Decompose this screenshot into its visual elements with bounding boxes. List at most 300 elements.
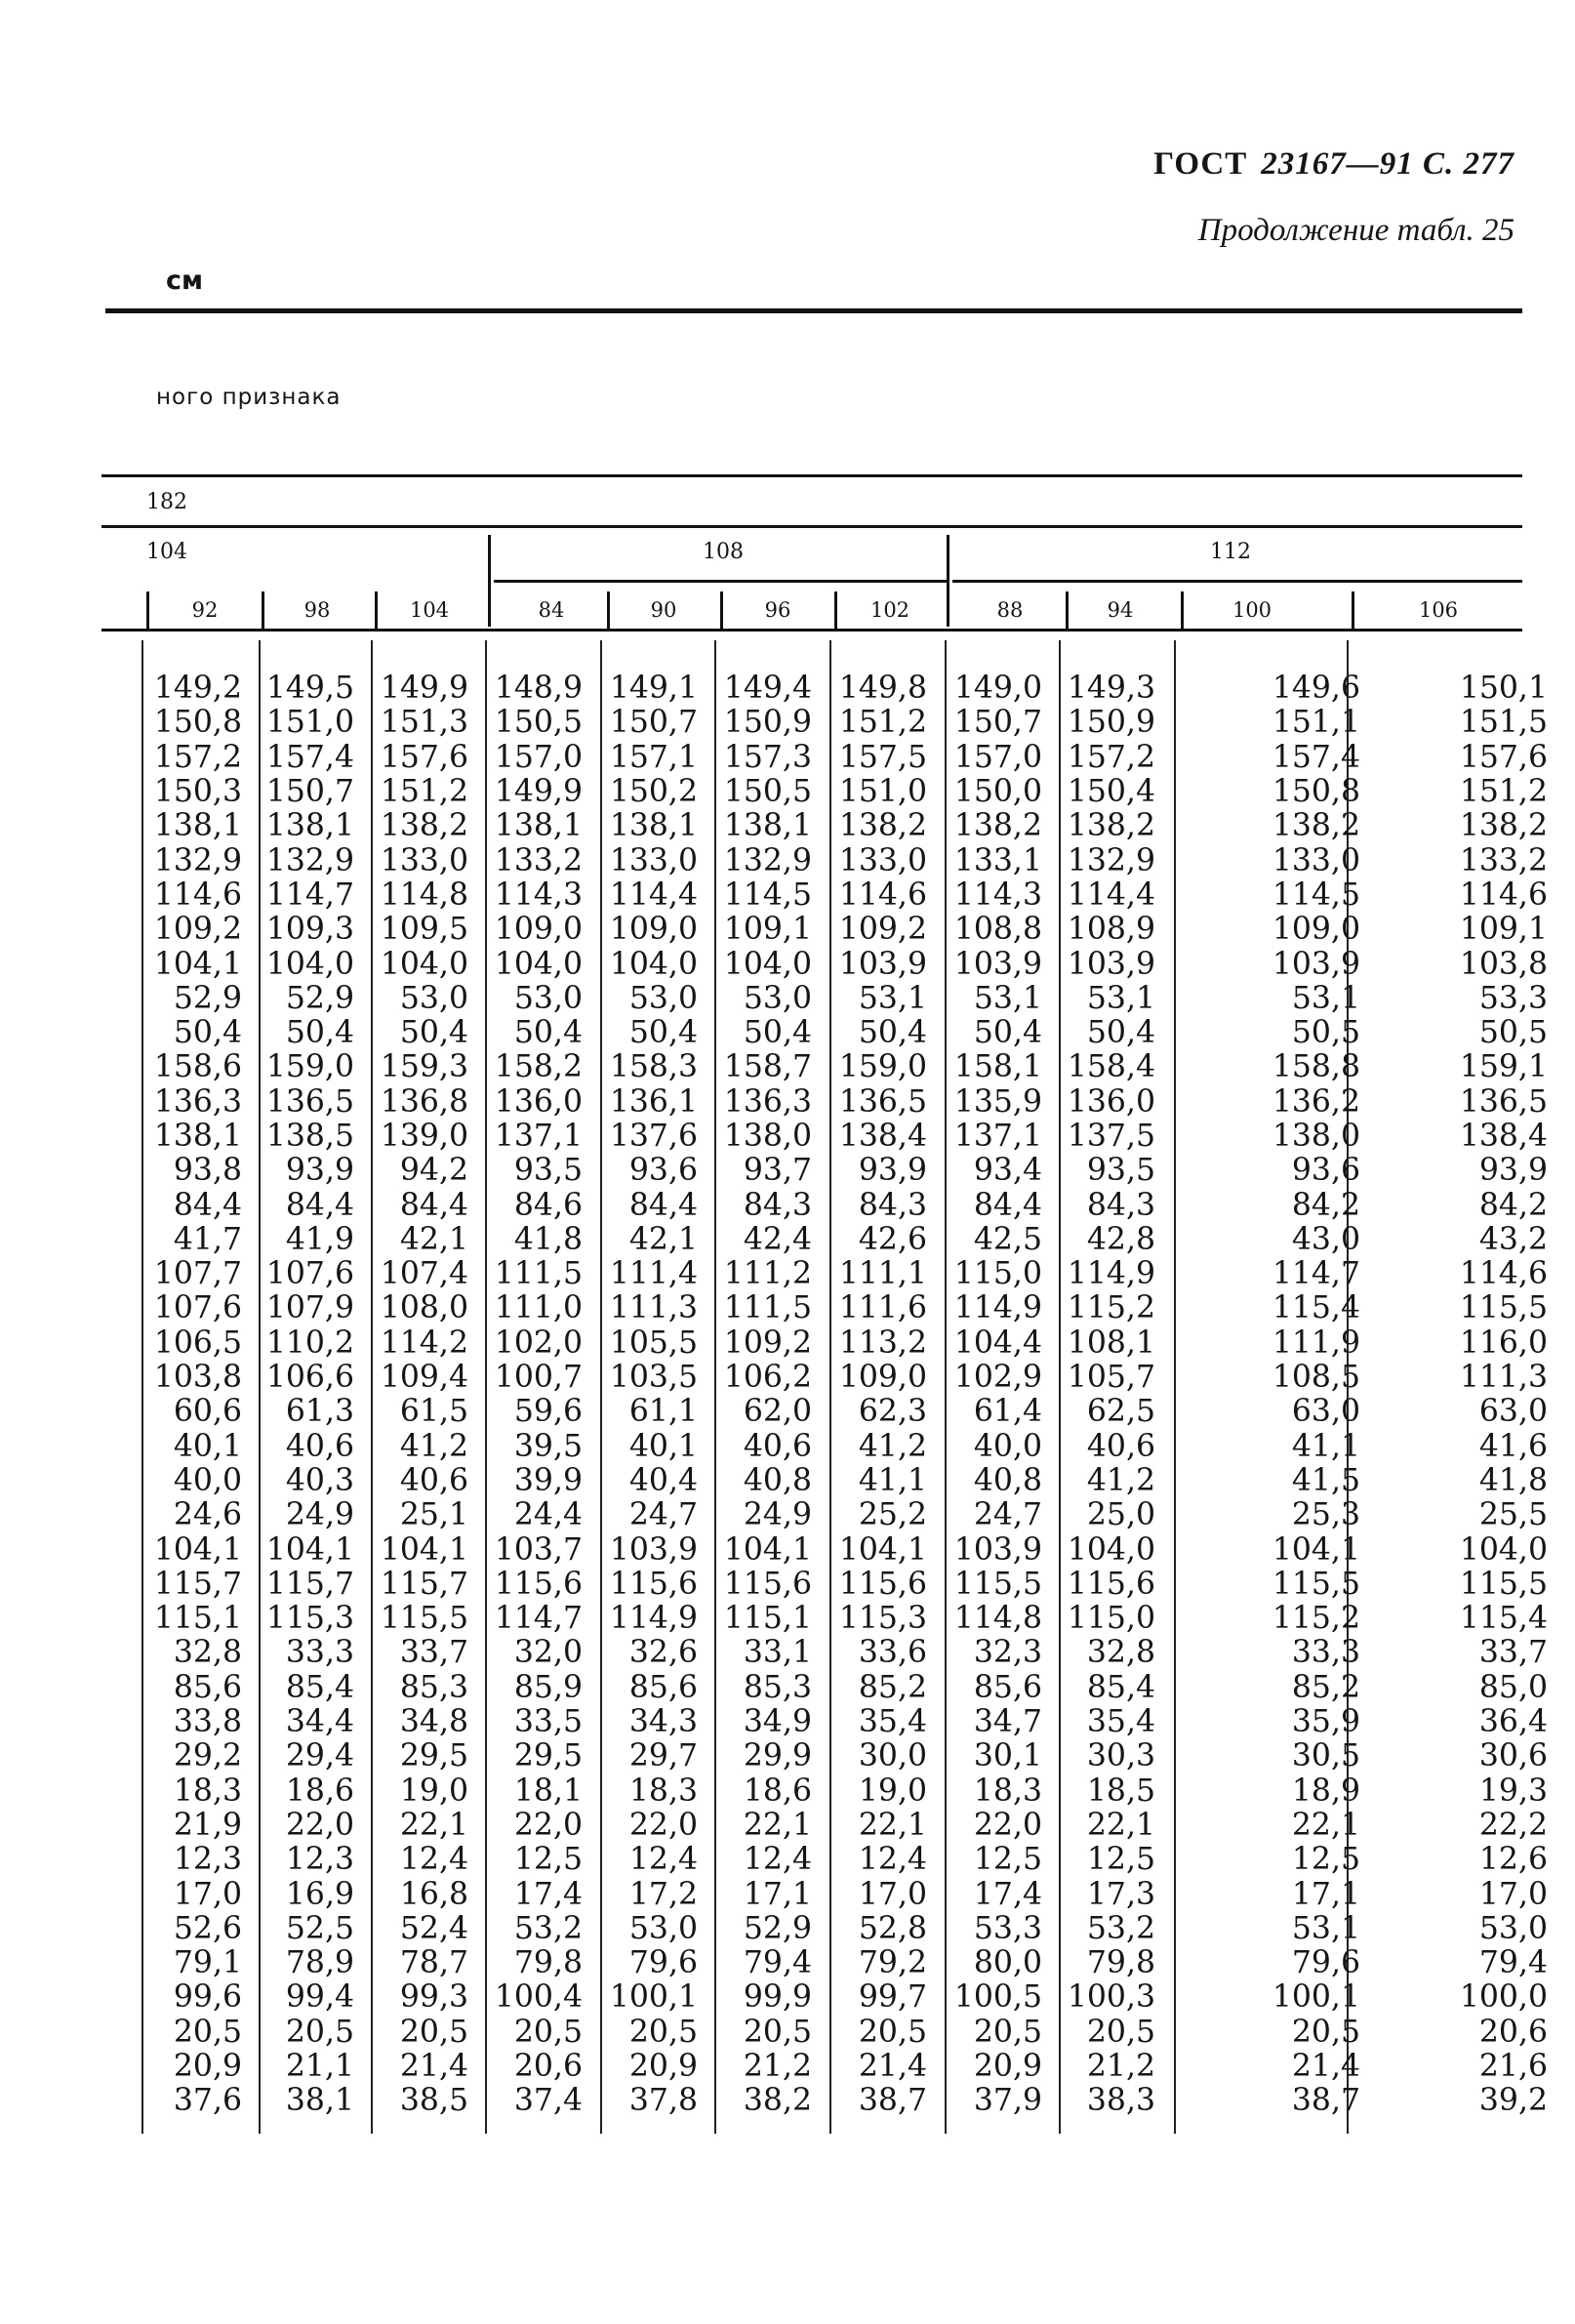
table-cell: 150,0 (953, 774, 1042, 810)
table-cell: 30,6 (1478, 1738, 1548, 1774)
table-cell: 104,4 (953, 1325, 1042, 1361)
table-cell: 115,2 (1067, 1290, 1155, 1326)
table-cell: 35,4 (858, 1704, 927, 1740)
table-cell: 106,6 (265, 1360, 354, 1396)
table-cell: 115,0 (953, 1256, 1042, 1292)
table-cell: 111,3 (1459, 1360, 1548, 1396)
table-cell: 99,9 (743, 1979, 812, 2016)
table-cell: 111,6 (838, 1290, 927, 1326)
table-cell: 111,5 (723, 1290, 812, 1326)
sub-column-header: 98 (303, 598, 331, 622)
table-cell: 111,0 (494, 1290, 583, 1326)
table-cell: 94,2 (399, 1153, 468, 1189)
table-cell: 18,6 (285, 1773, 354, 1809)
sub-column-separator (262, 591, 264, 629)
table-cell: 150,1 (1459, 671, 1548, 707)
table-cell: 132,9 (265, 842, 354, 878)
table-cell: 114,6 (1459, 1256, 1548, 1292)
table-cell: 84,2 (1478, 1187, 1548, 1223)
table-cell: 107,7 (153, 1256, 242, 1292)
table-cell: 41,2 (399, 1428, 468, 1464)
table-cell: 157,3 (723, 739, 812, 775)
table-cell: 32,3 (973, 1635, 1042, 1671)
table-cell: 33,7 (1478, 1635, 1548, 1671)
table-cell: 40,6 (1086, 1428, 1155, 1464)
table-cell: 41,1 (858, 1462, 927, 1498)
table-cell: 84,4 (173, 1187, 242, 1223)
table-cell: 85,6 (628, 1669, 698, 1705)
table-cell: 78,7 (399, 1945, 468, 1981)
table-cell: 41,7 (173, 1221, 242, 1257)
table-cell: 111,9 (1272, 1325, 1360, 1361)
table-cell: 109,0 (1272, 912, 1360, 948)
group-header: 112 (1210, 540, 1251, 564)
table-row (0, 1257, 1548, 1291)
table-row (0, 1498, 1548, 1532)
table-cell: 19,0 (858, 1773, 927, 1809)
table-row (0, 1430, 1548, 1464)
table-cell: 52,9 (285, 980, 354, 1016)
table-cell: 21,2 (1086, 2049, 1155, 2085)
table-cell: 43,2 (1478, 1221, 1548, 1257)
table-cell: 20,9 (173, 2049, 242, 2085)
table-cell: 114,5 (723, 877, 812, 913)
table-cell: 150,4 (1067, 774, 1155, 810)
table-cell: 24,7 (973, 1497, 1042, 1533)
table-cell: 111,3 (609, 1290, 698, 1326)
table-cell: 33,7 (399, 1635, 468, 1671)
table-cell: 115,5 (380, 1601, 468, 1637)
table-cell: 109,5 (380, 912, 468, 948)
table-cell: 42,8 (1086, 1221, 1155, 1257)
table-cell: 93,5 (513, 1153, 583, 1189)
group-header: 108 (703, 540, 744, 564)
table-cell: 17,3 (1086, 1876, 1155, 1912)
table-cell: 21,9 (173, 1807, 242, 1843)
table-cell: 158,4 (1067, 1049, 1155, 1085)
table-cell: 40,8 (973, 1462, 1042, 1498)
table-row (0, 1154, 1548, 1188)
table-cell: 79,1 (173, 1945, 242, 1981)
table-cell: 61,1 (628, 1394, 698, 1430)
table-cell: 38,3 (1086, 2083, 1155, 2119)
table-cell: 115,7 (153, 1566, 242, 1602)
table-cell: 111,1 (838, 1256, 927, 1292)
table-cell: 63,0 (1291, 1394, 1360, 1430)
group-underline (494, 580, 947, 583)
table-cell: 22,0 (628, 1807, 698, 1843)
table-cell: 79,4 (1478, 1945, 1548, 1981)
table-cell: 138,1 (723, 808, 812, 844)
table-cell: 22,0 (973, 1807, 1042, 1843)
table-cell: 114,4 (1067, 877, 1155, 913)
table-cell: 40,3 (285, 1462, 354, 1498)
table-cell: 21,4 (858, 2049, 927, 2085)
table-cell: 29,2 (173, 1738, 242, 1774)
table-cell: 137,1 (494, 1119, 583, 1154)
table-cell: 53,0 (399, 980, 468, 1016)
table-cell: 79,8 (1086, 1945, 1155, 1981)
table-cell: 37,9 (973, 2083, 1042, 2119)
table-cell: 108,8 (953, 912, 1042, 948)
table-cell: 32,0 (513, 1635, 583, 1671)
table-cell: 114,9 (609, 1601, 698, 1637)
table-cell: 93,4 (973, 1153, 1042, 1189)
table-cell: 52,9 (173, 980, 242, 1016)
table-cell: 114,5 (1272, 877, 1360, 913)
table-cell: 137,5 (1067, 1119, 1155, 1154)
table-cell: 12,3 (173, 1842, 242, 1878)
table-cell: 22,1 (1086, 1807, 1155, 1843)
table-cell: 34,7 (973, 1704, 1042, 1740)
table-cell: 30,1 (973, 1738, 1042, 1774)
table-cell: 157,4 (1272, 739, 1360, 775)
table-cell: 157,2 (1067, 739, 1155, 775)
table-cell: 136,0 (494, 1083, 583, 1120)
table-cell: 17,0 (858, 1876, 927, 1912)
section-label: ного признака (156, 385, 342, 410)
table-cell: 52,6 (173, 1910, 242, 1946)
table-cell: 150,5 (723, 774, 812, 810)
header-bottom-rule (101, 629, 1522, 632)
table-cell: 150,5 (494, 705, 583, 741)
table-cell: 138,2 (838, 808, 927, 844)
table-cell: 84,4 (628, 1187, 698, 1223)
table-cell: 38,7 (1291, 2083, 1360, 2119)
table-cell: 33,3 (285, 1635, 354, 1671)
table-cell: 25,5 (1478, 1497, 1548, 1533)
table-cell: 50,4 (399, 1015, 468, 1051)
table-cell: 29,5 (399, 1738, 468, 1774)
table-cell: 138,1 (153, 1119, 242, 1154)
table-cell: 39,5 (513, 1428, 583, 1464)
table-cell: 12,4 (399, 1842, 468, 1878)
table-row (0, 1809, 1548, 1843)
table-cell: 36,4 (1478, 1704, 1548, 1740)
table-row (0, 1016, 1548, 1050)
table-cell: 104,0 (380, 946, 468, 982)
table-cell: 41,5 (1291, 1462, 1360, 1498)
table-cell: 40,4 (628, 1462, 698, 1498)
table-cell: 115,6 (1067, 1566, 1155, 1602)
sub-column-header: 104 (409, 598, 450, 622)
table-cell: 132,9 (1067, 842, 1155, 878)
table-cell: 93,9 (1478, 1153, 1548, 1189)
table-cell: 100,1 (1272, 1979, 1360, 2016)
table-cell: 115,6 (494, 1566, 583, 1602)
table-cell: 104,1 (838, 1531, 927, 1568)
table-cell: 103,8 (153, 1360, 242, 1396)
table-cell: 29,9 (743, 1738, 812, 1774)
table-cell: 22,1 (1291, 1807, 1360, 1843)
table-row (0, 1568, 1548, 1602)
table-cell: 113,2 (838, 1325, 927, 1361)
table-cell: 53,0 (628, 1910, 698, 1946)
table-cell: 80,0 (973, 1945, 1042, 1981)
table-cell: 38,2 (743, 2083, 812, 2119)
table-cell: 158,8 (1272, 1049, 1360, 1085)
table-cell: 50,5 (1478, 1015, 1548, 1051)
table-row (0, 878, 1548, 913)
table-cell: 53,2 (1086, 1910, 1155, 1946)
table-cell: 108,5 (1272, 1360, 1360, 1396)
table-cell: 61,5 (399, 1394, 468, 1430)
table-cell: 157,4 (265, 739, 354, 775)
table-row (0, 1877, 1548, 1911)
table-cell: 133,2 (1459, 842, 1548, 878)
table-cell: 150,9 (1067, 705, 1155, 741)
table-cell: 12,5 (513, 1842, 583, 1878)
table-cell: 39,9 (513, 1462, 583, 1498)
table-cell: 93,8 (173, 1153, 242, 1189)
table-cell: 149,3 (1067, 671, 1155, 707)
table-cell: 109,4 (380, 1360, 468, 1396)
table-cell: 40,0 (973, 1428, 1042, 1464)
sub-column-separator (1352, 591, 1354, 629)
table-cell: 93,5 (1086, 1153, 1155, 1189)
table-cell: 60,6 (173, 1394, 242, 1430)
table-cell: 111,5 (494, 1256, 583, 1292)
table-cell: 50,4 (285, 1015, 354, 1051)
table-cell: 159,0 (265, 1049, 354, 1085)
table-cell: 85,6 (173, 1669, 242, 1705)
table-cell: 32,6 (628, 1635, 698, 1671)
table-cell: 52,9 (743, 1910, 812, 1946)
group-header: 104 (146, 540, 187, 564)
table-cell: 108,1 (1067, 1325, 1155, 1361)
table-cell: 84,3 (858, 1187, 927, 1223)
table-cell: 109,3 (265, 912, 354, 948)
table-cell: 30,0 (858, 1738, 927, 1774)
table-cell: 150,7 (265, 774, 354, 810)
table-cell: 149,8 (838, 671, 927, 707)
table-cell: 100,1 (609, 1979, 698, 2016)
table-cell: 42,1 (628, 1221, 698, 1257)
table-cell: 105,5 (609, 1325, 698, 1361)
table-cell: 107,9 (265, 1290, 354, 1326)
table-cell: 17,0 (1478, 1876, 1548, 1912)
table-cell: 133,0 (380, 842, 468, 878)
table-cell: 115,6 (723, 1566, 812, 1602)
table-cell: 133,0 (838, 842, 927, 878)
table-cell: 103,9 (953, 946, 1042, 982)
table-cell: 12,5 (1291, 1842, 1360, 1878)
table-cell: 85,3 (399, 1669, 468, 1705)
table-cell: 16,9 (285, 1876, 354, 1912)
table-cell: 108,0 (380, 1290, 468, 1326)
table-cell: 20,6 (513, 2049, 583, 2085)
table-cell: 50,5 (1291, 1015, 1360, 1051)
sub-column-separator (146, 591, 149, 629)
table-cell: 106,2 (723, 1360, 812, 1396)
table-cell: 22,0 (513, 1807, 583, 1843)
table-cell: 29,7 (628, 1738, 698, 1774)
table-cell: 151,5 (1459, 705, 1548, 741)
table-cell: 38,5 (399, 2083, 468, 2119)
table-cell: 103,9 (1272, 946, 1360, 982)
group-underline (952, 580, 1522, 583)
table-cell: 149,5 (265, 671, 354, 707)
table-cell: 20,5 (858, 2014, 927, 2050)
table-cell: 84,4 (973, 1187, 1042, 1223)
table-cell: 50,4 (173, 1015, 242, 1051)
table-cell: 138,4 (838, 1119, 927, 1154)
table-cell: 79,8 (513, 1945, 583, 1981)
table-cell: 104,1 (1272, 1531, 1360, 1568)
table-cell: 20,5 (285, 2014, 354, 2050)
table-cell: 150,8 (153, 705, 242, 741)
table-cell: 12,5 (973, 1842, 1042, 1878)
table-cell: 99,7 (858, 1979, 927, 2016)
table-cell: 114,6 (838, 877, 927, 913)
table-cell: 157,2 (153, 739, 242, 775)
table-row (0, 1188, 1548, 1222)
table-cell: 114,8 (380, 877, 468, 913)
table-cell: 12,4 (628, 1842, 698, 1878)
table-rule (101, 525, 1522, 528)
sub-column-separator (607, 591, 610, 629)
table-cell: 151,2 (380, 774, 468, 810)
table-cell: 50,4 (973, 1015, 1042, 1051)
table-cell: 25,0 (1086, 1497, 1155, 1533)
table-cell: 20,5 (1086, 2014, 1155, 2050)
table-cell: 103,8 (1459, 946, 1548, 982)
table-row (0, 741, 1548, 775)
table-cell: 18,3 (973, 1773, 1042, 1809)
table-cell: 149,2 (153, 671, 242, 707)
table-cell: 99,6 (173, 1979, 242, 2016)
table-cell: 42,6 (858, 1221, 927, 1257)
table-cell: 18,6 (743, 1773, 812, 1809)
table-cell: 149,1 (609, 671, 698, 707)
table-cell: 157,1 (609, 739, 698, 775)
table-cell: 18,1 (513, 1773, 583, 1809)
table-cell: 104,1 (153, 1531, 242, 1568)
table-cell: 115,5 (1272, 1566, 1360, 1602)
table-cell: 115,6 (838, 1566, 927, 1602)
table-cell: 133,0 (1272, 842, 1360, 878)
table-cell: 24,7 (628, 1497, 698, 1533)
table-cell: 138,2 (380, 808, 468, 844)
table-cell: 20,5 (973, 2014, 1042, 2050)
table-cell: 79,6 (1291, 1945, 1360, 1981)
table-cell: 16,8 (399, 1876, 468, 1912)
table-cell: 50,4 (513, 1015, 583, 1051)
sub-column-separator (375, 591, 378, 629)
table-cell: 18,5 (1086, 1773, 1155, 1809)
table-cell: 78,9 (285, 1945, 354, 1981)
table-cell: 33,3 (1291, 1635, 1360, 1671)
table-cell: 50,4 (1086, 1015, 1155, 1051)
table-cell: 104,0 (1067, 1531, 1155, 1568)
table-cell: 136,0 (1067, 1083, 1155, 1120)
table-cell: 40,0 (173, 1462, 242, 1498)
table-cell: 20,9 (973, 2049, 1042, 2085)
table-cell: 84,3 (1086, 1187, 1155, 1223)
table-row (0, 913, 1548, 947)
table-cell: 116,0 (1459, 1325, 1548, 1361)
table-cell: 115,5 (953, 1566, 1042, 1602)
header-row-label: 182 (146, 490, 187, 514)
table-cell: 111,4 (609, 1256, 698, 1292)
table-cell: 34,8 (399, 1704, 468, 1740)
unit-label: см (166, 265, 204, 296)
table-cell: 114,8 (953, 1601, 1042, 1637)
table-cell: 12,5 (1086, 1842, 1155, 1878)
table-cell: 22,0 (285, 1807, 354, 1843)
table-cell: 40,6 (285, 1428, 354, 1464)
table-cell: 40,1 (173, 1428, 242, 1464)
table-cell: 138,2 (1272, 808, 1360, 844)
table-cell: 151,3 (380, 705, 468, 741)
table-cell: 40,8 (743, 1462, 812, 1498)
table-cell: 17,1 (743, 1876, 812, 1912)
table-cell: 159,1 (1459, 1049, 1548, 1085)
table-cell: 109,2 (723, 1325, 812, 1361)
table-cell: 59,6 (513, 1394, 583, 1430)
table-row (0, 706, 1548, 740)
table-cell: 40,6 (743, 1428, 812, 1464)
table-cell: 149,6 (1272, 671, 1360, 707)
table-cell: 33,6 (858, 1635, 927, 1671)
table-cell: 158,3 (609, 1049, 698, 1085)
table-cell: 21,2 (743, 2049, 812, 2085)
table-row (0, 1361, 1548, 1395)
table-cell: 85,2 (1291, 1669, 1360, 1705)
table-cell: 61,4 (973, 1394, 1042, 1430)
top-rule (105, 308, 1522, 313)
table-cell: 109,1 (1459, 912, 1548, 948)
table-cell: 37,6 (173, 2083, 242, 2119)
table-cell: 150,7 (609, 705, 698, 741)
table-cell: 157,0 (953, 739, 1042, 775)
table-cell: 18,3 (173, 1773, 242, 1809)
table-cell: 109,2 (838, 912, 927, 948)
table-cell: 50,4 (628, 1015, 698, 1051)
table-cell: 151,1 (1272, 705, 1360, 741)
table-cell: 158,1 (953, 1049, 1042, 1085)
standard-name: ГОСТ (1153, 146, 1248, 182)
table-cell: 63,0 (1478, 1394, 1548, 1430)
sub-column-header: 100 (1232, 598, 1272, 622)
table-cell: 21,4 (399, 2049, 468, 2085)
table-cell: 106,5 (153, 1325, 242, 1361)
table-cell: 149,4 (723, 671, 812, 707)
table-cell: 114,3 (494, 877, 583, 913)
table-cell: 138,1 (609, 808, 698, 844)
table-cell: 37,4 (513, 2083, 583, 2119)
table-cell: 158,2 (494, 1049, 583, 1085)
table-cell: 157,6 (380, 739, 468, 775)
table-row (0, 2016, 1548, 2050)
table-cell: 30,5 (1291, 1738, 1360, 1774)
table-cell: 148,9 (494, 671, 583, 707)
table-cell: 53,1 (1291, 1910, 1360, 1946)
table-cell: 136,5 (265, 1083, 354, 1120)
table-cell: 62,0 (743, 1394, 812, 1430)
table-cell: 79,4 (743, 1945, 812, 1981)
data-table (0, 672, 1548, 2118)
table-cell: 53,0 (743, 980, 812, 1016)
table-cell: 150,3 (153, 774, 242, 810)
table-cell: 41,2 (1086, 1462, 1155, 1498)
table-cell: 33,8 (173, 1704, 242, 1740)
table-cell: 114,7 (265, 877, 354, 913)
table-row (0, 1946, 1548, 1980)
table-cell: 53,1 (858, 980, 927, 1016)
table-row (0, 1326, 1548, 1361)
table-row (0, 1671, 1548, 1705)
